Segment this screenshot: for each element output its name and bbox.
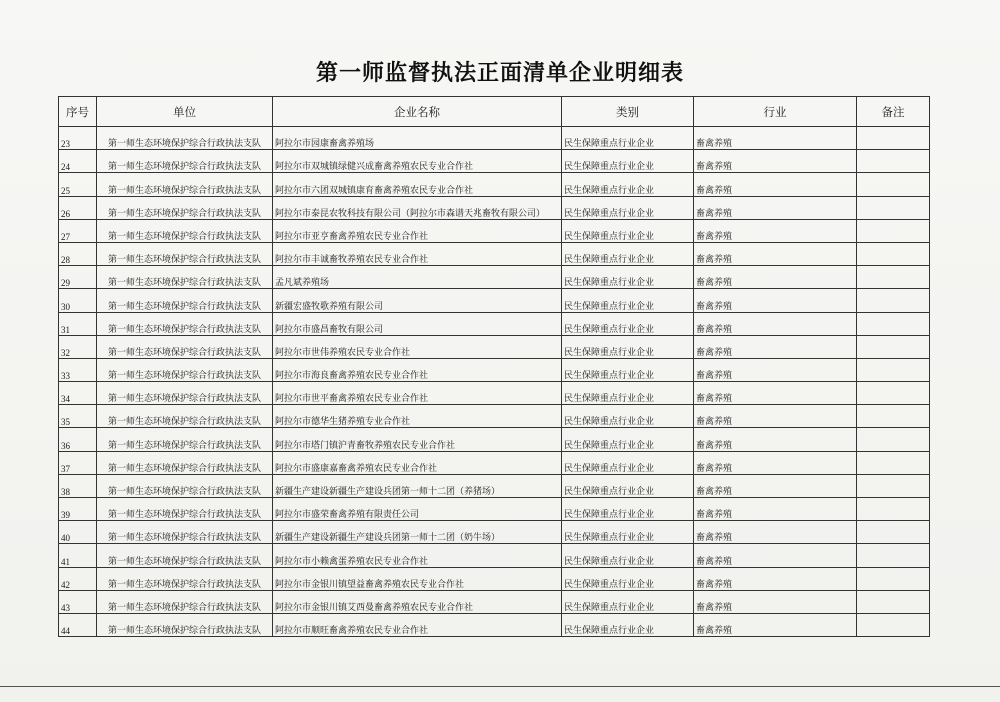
row-category: 民生保障重点行业企业 <box>562 150 694 173</box>
row-seq: 24 <box>59 150 97 173</box>
row-category: 民生保障重点行业企业 <box>562 335 694 358</box>
row-seq: 27 <box>59 219 97 242</box>
header-seq: 序号 <box>59 97 97 127</box>
row-enterprise-name: 阿拉尔市海良畜禽养殖农民专业合作社 <box>273 358 562 381</box>
row-category: 民生保障重点行业企业 <box>562 266 694 289</box>
table-row <box>59 242 930 265</box>
row-enterprise-name: 阿拉尔市园康畜禽养殖场 <box>273 127 562 150</box>
row-unit: 第一师生态环境保护综合行政执法支队 <box>97 567 273 590</box>
row-industry: 畜禽养殖 <box>694 567 857 590</box>
row-seq: 30 <box>59 289 97 312</box>
row-unit: 第一师生态环境保护综合行政执法支队 <box>97 474 273 497</box>
table-row <box>59 173 930 196</box>
row-note <box>857 405 930 428</box>
row-unit: 第一师生态环境保护综合行政执法支队 <box>97 335 273 358</box>
row-category: 民生保障重点行业企业 <box>562 242 694 265</box>
table-row <box>59 544 930 567</box>
row-industry: 畜禽养殖 <box>694 613 857 636</box>
header-unit: 单位 <box>97 97 273 127</box>
row-seq: 29 <box>59 266 97 289</box>
row-note <box>857 150 930 173</box>
table-row <box>59 590 930 613</box>
row-category: 民生保障重点行业企业 <box>562 590 694 613</box>
row-unit: 第一师生态环境保护综合行政执法支队 <box>97 150 273 173</box>
row-enterprise-name: 阿拉尔市世平畜禽养殖农民专业合作社 <box>273 382 562 405</box>
row-category: 民生保障重点行业企业 <box>562 196 694 219</box>
row-seq: 42 <box>59 567 97 590</box>
table-row <box>59 219 930 242</box>
row-industry: 畜禽养殖 <box>694 196 857 219</box>
table-row <box>59 567 930 590</box>
row-unit: 第一师生态环境保护综合行政执法支队 <box>97 289 273 312</box>
row-unit: 第一师生态环境保护综合行政执法支队 <box>97 613 273 636</box>
row-note <box>857 544 930 567</box>
row-seq: 28 <box>59 242 97 265</box>
row-seq: 25 <box>59 173 97 196</box>
row-enterprise-name: 孟凡斌养殖场 <box>273 266 562 289</box>
row-enterprise-name: 阿拉尔市小赖禽蛋养殖农民专业合作社 <box>273 544 562 567</box>
row-note <box>857 289 930 312</box>
row-seq: 38 <box>59 474 97 497</box>
row-industry: 畜禽养殖 <box>694 173 857 196</box>
row-enterprise-name: 阿拉尔市盛康嘉畜禽养殖农民专业合作社 <box>273 451 562 474</box>
row-seq: 26 <box>59 196 97 219</box>
row-note <box>857 219 930 242</box>
row-enterprise-name: 阿拉尔市德华生猪养殖专业合作社 <box>273 405 562 428</box>
row-note <box>857 382 930 405</box>
page-title: 第一师监督执法正面清单企业明细表 <box>315 60 684 86</box>
row-category: 民生保障重点行业企业 <box>562 382 694 405</box>
row-note <box>857 127 930 150</box>
row-note <box>857 312 930 335</box>
row-industry: 畜禽养殖 <box>694 358 857 381</box>
table-row <box>59 335 930 358</box>
row-seq: 37 <box>59 451 97 474</box>
row-unit: 第一师生态环境保护综合行政执法支队 <box>97 405 273 428</box>
row-seq: 34 <box>59 382 97 405</box>
row-seq: 44 <box>59 613 97 636</box>
row-enterprise-name: 阿拉尔市世伟养殖农民专业合作社 <box>273 335 562 358</box>
row-industry: 畜禽养殖 <box>694 382 857 405</box>
row-industry: 畜禽养殖 <box>694 127 857 150</box>
row-industry: 畜禽养殖 <box>694 219 857 242</box>
row-enterprise-name: 新疆宏盛牧歌养殖有限公司 <box>273 289 562 312</box>
row-industry: 畜禽养殖 <box>694 312 857 335</box>
row-enterprise-name: 新疆生产建设新疆生产建设兵团第一师十二团（奶牛场） <box>273 521 562 544</box>
row-note <box>857 567 930 590</box>
row-industry: 畜禽养殖 <box>694 590 857 613</box>
row-enterprise-name: 阿拉尔市亚亨畜禽养殖农民专业合作社 <box>273 219 562 242</box>
row-category: 民生保障重点行业企业 <box>562 521 694 544</box>
table-row <box>59 358 930 381</box>
row-note <box>857 428 930 451</box>
table-row <box>59 266 930 289</box>
row-enterprise-name: 阿拉尔市六团双城镇康育畜禽养殖农民专业合作社 <box>273 173 562 196</box>
row-unit: 第一师生态环境保护综合行政执法支队 <box>97 544 273 567</box>
row-industry: 畜禽养殖 <box>694 289 857 312</box>
row-note <box>857 474 930 497</box>
row-unit: 第一师生态环境保护综合行政执法支队 <box>97 451 273 474</box>
row-industry: 畜禽养殖 <box>694 405 857 428</box>
row-unit: 第一师生态环境保护综合行政执法支队 <box>97 196 273 219</box>
row-enterprise-name: 阿拉尔市泰昆农牧科技有限公司（阿拉尔市森谱天兆畜牧有限公司） <box>273 196 562 219</box>
row-enterprise-name: 阿拉尔市金银川镇艾西曼畜禽养殖农民专业合作社 <box>273 590 562 613</box>
row-category: 民生保障重点行业企业 <box>562 127 694 150</box>
row-seq: 31 <box>59 312 97 335</box>
row-industry: 畜禽养殖 <box>694 266 857 289</box>
row-seq: 32 <box>59 335 97 358</box>
row-unit: 第一师生态环境保护综合行政执法支队 <box>97 219 273 242</box>
table-row <box>59 521 930 544</box>
row-note <box>857 613 930 636</box>
row-enterprise-name: 阿拉尔市塔门镇沪青畜牧养殖农民专业合作社 <box>273 428 562 451</box>
row-industry: 畜禽养殖 <box>694 150 857 173</box>
row-note <box>857 590 930 613</box>
row-seq: 35 <box>59 405 97 428</box>
table-row <box>59 451 930 474</box>
row-seq: 23 <box>59 127 97 150</box>
row-category: 民生保障重点行业企业 <box>562 428 694 451</box>
row-enterprise-name: 阿拉尔市金银川镇望益畜禽养殖农民专业合作社 <box>273 567 562 590</box>
table-row <box>59 498 930 521</box>
header-note: 备注 <box>857 97 930 127</box>
row-note <box>857 266 930 289</box>
row-category: 民生保障重点行业企业 <box>562 544 694 567</box>
row-unit: 第一师生态环境保护综合行政执法支队 <box>97 358 273 381</box>
row-note <box>857 498 930 521</box>
row-note <box>857 196 930 219</box>
row-category: 民生保障重点行业企业 <box>562 289 694 312</box>
row-unit: 第一师生态环境保护综合行政执法支队 <box>97 521 273 544</box>
row-unit: 第一师生态环境保护综合行政执法支队 <box>97 590 273 613</box>
header-industry: 行业 <box>694 97 857 127</box>
row-seq: 41 <box>59 544 97 567</box>
table-header-row <box>59 97 930 127</box>
row-note <box>857 451 930 474</box>
row-category: 民生保障重点行业企业 <box>562 219 694 242</box>
row-industry: 畜禽养殖 <box>694 521 857 544</box>
row-category: 民生保障重点行业企业 <box>562 173 694 196</box>
enterprise-table <box>58 96 930 637</box>
row-enterprise-name: 阿拉尔市盛昌畜牧有限公司 <box>273 312 562 335</box>
row-note <box>857 358 930 381</box>
page-bottom-rule <box>0 686 1000 687</box>
row-unit: 第一师生态环境保护综合行政执法支队 <box>97 428 273 451</box>
table-row <box>59 289 930 312</box>
row-enterprise-name: 阿拉尔市顺旺畜禽养殖农民专业合作社 <box>273 613 562 636</box>
row-industry: 畜禽养殖 <box>694 335 857 358</box>
table-row <box>59 312 930 335</box>
row-unit: 第一师生态环境保护综合行政执法支队 <box>97 312 273 335</box>
row-industry: 畜禽养殖 <box>694 474 857 497</box>
table-row <box>59 474 930 497</box>
row-seq: 43 <box>59 590 97 613</box>
row-category: 民生保障重点行业企业 <box>562 474 694 497</box>
row-category: 民生保障重点行业企业 <box>562 451 694 474</box>
table-row <box>59 127 930 150</box>
row-category: 民生保障重点行业企业 <box>562 358 694 381</box>
row-category: 民生保障重点行业企业 <box>562 613 694 636</box>
row-category: 民生保障重点行业企业 <box>562 312 694 335</box>
row-category: 民生保障重点行业企业 <box>562 567 694 590</box>
row-industry: 畜禽养殖 <box>694 498 857 521</box>
row-unit: 第一师生态环境保护综合行政执法支队 <box>97 498 273 521</box>
row-unit: 第一师生态环境保护综合行政执法支队 <box>97 242 273 265</box>
row-seq: 39 <box>59 498 97 521</box>
row-industry: 畜禽养殖 <box>694 451 857 474</box>
header-name: 企业名称 <box>273 97 562 127</box>
table-row <box>59 196 930 219</box>
row-enterprise-name: 新疆生产建设新疆生产建设兵团第一师十二团（养猪场） <box>273 474 562 497</box>
row-unit: 第一师生态环境保护综合行政执法支队 <box>97 266 273 289</box>
row-enterprise-name: 阿拉尔市盛荣畜禽养殖有限责任公司 <box>273 498 562 521</box>
row-enterprise-name: 阿拉尔市丰诚畜牧养殖农民专业合作社 <box>273 242 562 265</box>
row-industry: 畜禽养殖 <box>694 544 857 567</box>
row-note <box>857 173 930 196</box>
table-row <box>59 405 930 428</box>
row-category: 民生保障重点行业企业 <box>562 405 694 428</box>
row-unit: 第一师生态环境保护综合行政执法支队 <box>97 382 273 405</box>
row-unit: 第一师生态环境保护综合行政执法支队 <box>97 127 273 150</box>
table-row <box>59 613 930 636</box>
row-note <box>857 335 930 358</box>
row-unit: 第一师生态环境保护综合行政执法支队 <box>97 173 273 196</box>
header-category: 类别 <box>562 97 694 127</box>
table-row <box>59 382 930 405</box>
row-note <box>857 521 930 544</box>
row-industry: 畜禽养殖 <box>694 242 857 265</box>
table-row <box>59 428 930 451</box>
row-enterprise-name: 阿拉尔市双城镇绿健兴成畜禽养殖农民专业合作社 <box>273 150 562 173</box>
row-industry: 畜禽养殖 <box>694 428 857 451</box>
table-row <box>59 150 930 173</box>
row-note <box>857 242 930 265</box>
row-seq: 33 <box>59 358 97 381</box>
row-category: 民生保障重点行业企业 <box>562 498 694 521</box>
row-seq: 40 <box>59 521 97 544</box>
row-seq: 36 <box>59 428 97 451</box>
